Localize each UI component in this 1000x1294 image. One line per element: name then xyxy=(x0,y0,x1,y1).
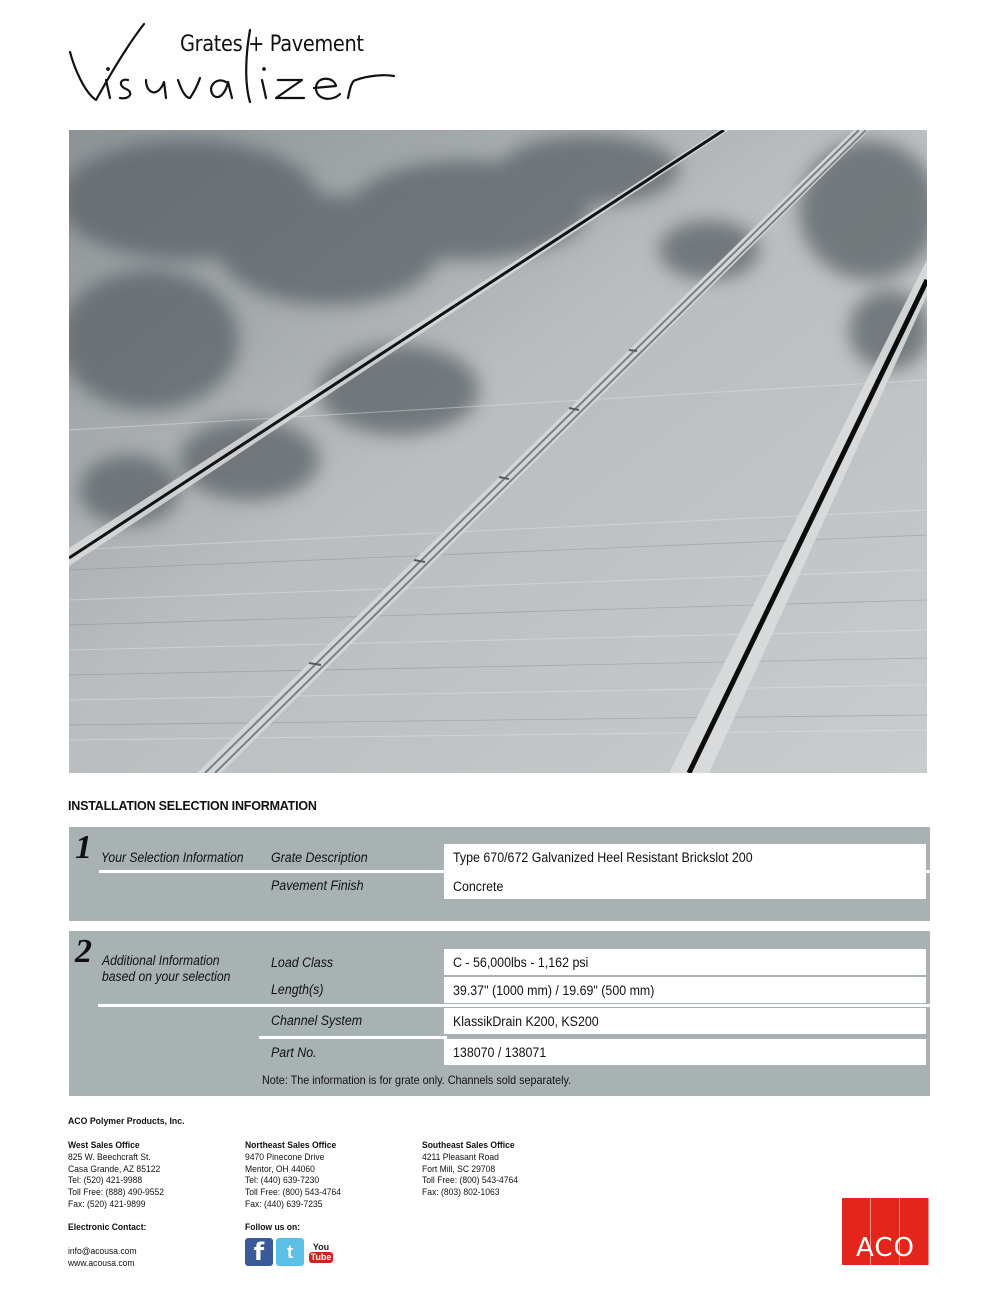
youtube-icon[interactable] xyxy=(307,1238,335,1266)
company-name: ACO Polymer Products, Inc. xyxy=(68,1116,185,1127)
step-label-line1: Additional Information xyxy=(102,953,220,968)
field-value-load-class: C - 56,000lbs - 1,162 psi xyxy=(444,949,926,975)
divider xyxy=(98,1004,930,1007)
office-line: Tel: (440) 639-7230 xyxy=(245,1175,320,1187)
west-sales-office xyxy=(68,1140,164,1211)
southeast-sales-office xyxy=(422,1140,518,1199)
office-line: Mentor, OH 44060 xyxy=(245,1163,315,1175)
office-heading: Southeast Sales Office xyxy=(422,1140,515,1151)
divider xyxy=(259,1036,447,1039)
field-label-part-no: Part No. xyxy=(271,1045,317,1060)
email-link[interactable]: info@acousa.com xyxy=(68,1245,137,1257)
selection-panel xyxy=(69,827,930,921)
aco-logo-text: ACO xyxy=(856,1233,915,1263)
step-number: 2 xyxy=(75,933,92,970)
youtube-tube-text: Tube xyxy=(310,1251,332,1262)
step-label: Your Selection Information xyxy=(101,850,244,865)
aco-logo xyxy=(842,1198,929,1265)
logo xyxy=(66,22,396,117)
facebook-icon[interactable]: f xyxy=(245,1238,273,1266)
office-heading: West Sales Office xyxy=(68,1140,140,1151)
step-number: 1 xyxy=(75,829,92,866)
field-value-lengths: 39.37" (1000 mm) / 19.69" (500 mm) xyxy=(444,977,926,1003)
office-line: 9470 Pinecone Drive xyxy=(245,1151,325,1163)
electronic-contact xyxy=(68,1222,146,1269)
office-line: Casa Grande, AZ 85122 xyxy=(68,1163,161,1175)
additional-info-panel xyxy=(69,931,930,1096)
electronic-contact-heading: Electronic Contact: xyxy=(68,1222,147,1233)
field-label-load-class: Load Class xyxy=(271,955,334,970)
note: Note: The information is for grate only. Channels sold separately. xyxy=(262,1073,572,1087)
field-label-grate-description: Grate Description xyxy=(271,850,368,865)
field-label-lengths: Length(s) xyxy=(271,982,324,997)
field-value-part-no: 138070 / 138071 xyxy=(444,1039,926,1065)
office-line: Fax: (803) 802-1063 xyxy=(422,1187,500,1199)
office-line: 4211 Pleasant Road xyxy=(422,1151,499,1163)
office-line: Fax: (440) 639-7235 xyxy=(245,1198,323,1210)
northeast-sales-office xyxy=(245,1140,341,1211)
office-line: Fax: (520) 421-9899 xyxy=(68,1198,146,1210)
step-label-line2: based on your selection xyxy=(102,969,231,984)
field-label-pavement-finish: Pavement Finish xyxy=(271,878,364,893)
pavement-photo xyxy=(69,130,927,773)
field-value-channel-system: KlassikDrain K200, KS200 xyxy=(444,1008,926,1034)
office-line: Toll Free: (888) 490-9552 xyxy=(68,1187,165,1199)
section-heading: INSTALLATION SELECTION INFORMATION xyxy=(68,799,317,813)
office-line: 825 W. Beechcraft St. xyxy=(68,1151,151,1163)
logo-subtitle: Grates + Pavement xyxy=(180,32,364,57)
office-line: Toll Free: (800) 543-4764 xyxy=(245,1187,342,1199)
office-line: Fort Mill, SC 29708 xyxy=(422,1163,496,1175)
field-value-grate-description: Type 670/672 Galvanized Heel Resistant Brickslot 200 xyxy=(444,844,926,870)
youtube-you-text: You xyxy=(312,1241,330,1252)
field-value-pavement-finish: Concrete xyxy=(444,873,926,899)
twitter-icon[interactable]: t xyxy=(276,1238,304,1266)
social-icons xyxy=(245,1238,335,1268)
office-heading: Northeast Sales Office xyxy=(245,1140,337,1151)
office-line: Tel: (520) 421-9988 xyxy=(68,1175,143,1187)
office-line: Toll Free: (800) 543-4764 xyxy=(422,1175,519,1187)
follow-us-heading: Follow us on: xyxy=(245,1222,301,1233)
field-label-channel-system: Channel System xyxy=(271,1013,363,1028)
website-link[interactable]: www.acousa.com xyxy=(68,1257,135,1269)
